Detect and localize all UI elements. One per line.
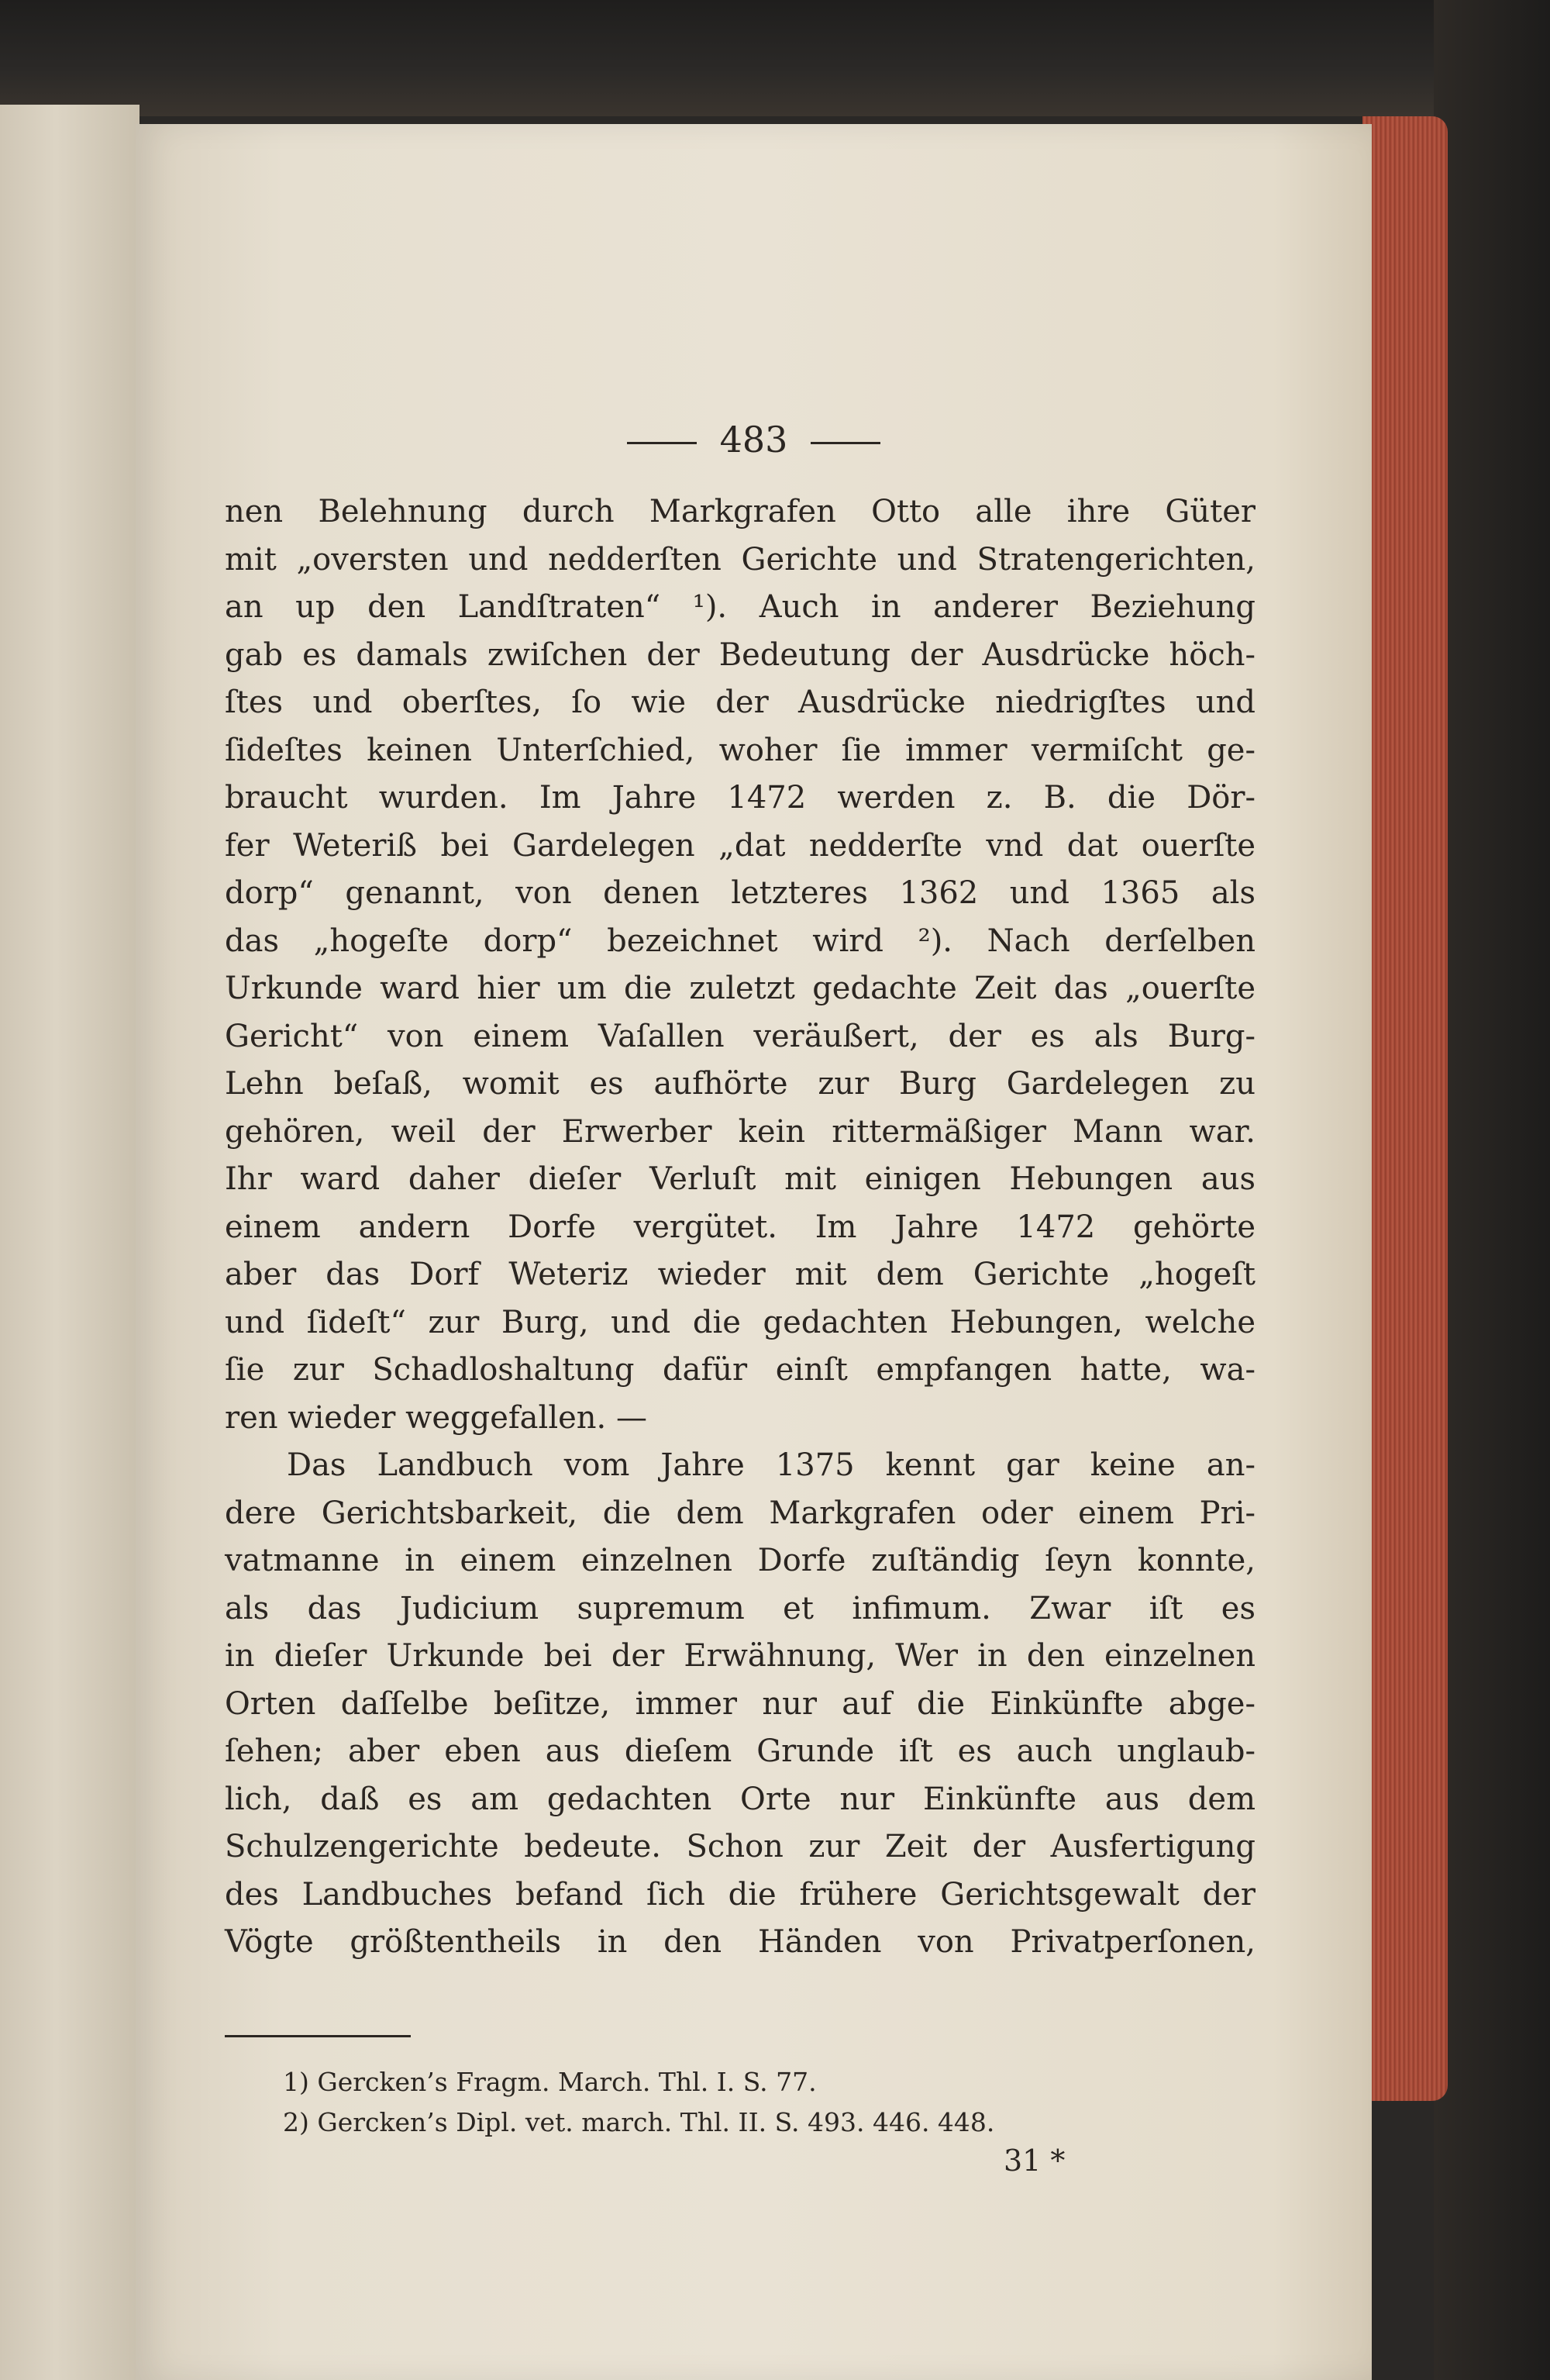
- signature-mark: 31 *: [1004, 2144, 1066, 2178]
- text-line: ren wieder weggefallen. —: [225, 1399, 647, 1436]
- text-line: und ſideſt“ zur Burg, und die gedachten Hebungen, welche: [225, 1304, 1256, 1340]
- text-line: als das Judicium supremum et infimum. Zwar iſt es: [225, 1590, 1256, 1626]
- book-cover-right: [1434, 0, 1550, 2380]
- footnote-rule: [225, 2035, 411, 2037]
- text-line: gehören, weil der Erwerber kein rittermäßiger Mann war.: [225, 1113, 1256, 1150]
- header-dash-right: [811, 442, 880, 444]
- text-line: das „hogeſte dorp“ bezeichnet wird ²). Nach derſelben: [225, 923, 1256, 959]
- text-line: nen Belehnung durch Markgrafen Otto alle ihre Güter: [225, 494, 1256, 529]
- text-line: Orten daſſelbe beſitze, immer nur auf die Einkünfte abge-: [225, 1685, 1256, 1722]
- text-line: in dieſer Urkunde bei der Erwähnung, Wer in den einzelnen: [225, 1638, 1256, 1674]
- text-line: Gericht“ von einem Vaſallen veräußert, der es als Burg-: [225, 1018, 1256, 1054]
- text-line: ſtes und oberſtes, ſo wie der Ausdrücke niedrigſtes und: [225, 685, 1256, 720]
- text-line: Schulzengerichte bedeute. Schon zur Zeit der Ausfertigung: [225, 1829, 1256, 1864]
- page-header: [136, 419, 1372, 460]
- text-line: fer Weteriß bei Gardelegen „dat nedderſte vnd dat ouerſte: [225, 827, 1256, 864]
- footnote: 2) Gercken’s Dipl. vet. march. Thl. II. S. 493. 446. 448.: [283, 2107, 995, 2137]
- text-line: dere Gerichtsbarkeit, die dem Markgrafen oder einem Pri-: [225, 1495, 1256, 1531]
- body-text: [225, 488, 1256, 1967]
- footnote: 1) Gercken’s Fragm. March. Thl. I. S. 77.: [283, 2067, 817, 2097]
- text-line: Lehn beſaß, womit es aufhörte zur Burg Gardelegen zu: [225, 1066, 1256, 1102]
- text-line: Ihr ward daher dieſer Verluſt mit einigen Hebungen aus: [225, 1161, 1256, 1197]
- book-page: [136, 124, 1372, 2380]
- text-line: vatmanne in einem einzelnen Dorfe zuſtändig ſeyn konnte,: [225, 1543, 1256, 1578]
- text-line: dorp“ genannt, von denen letzteres 1362 und 1365 als: [225, 875, 1256, 911]
- text-line: Das Landbuch vom Jahre 1375 kennt gar keine an-: [287, 1447, 1256, 1483]
- text-line: an up den Landſtraten“ ¹). Auch in anderer Beziehung: [225, 589, 1256, 625]
- header-dash-left: [627, 442, 697, 444]
- text-line: Urkunde ward hier um die zuletzt gedachte Zeit das „ouerſte: [225, 971, 1256, 1006]
- text-line: des Landbuches befand ſich die frühere Gerichtsgewalt der: [225, 1876, 1256, 1913]
- text-line: braucht wurden. Im Jahre 1472 werden z. B. die Dör-: [225, 780, 1256, 816]
- page-block-edge: [1362, 116, 1448, 2101]
- text-line: ſideſtes keinen Unterſchied, woher ſie immer vermiſcht ge-: [225, 732, 1256, 768]
- book-cover-top: [0, 0, 1550, 116]
- text-line: aber das Dorf Weteriz wieder mit dem Gerichte „hogeſt: [225, 1257, 1256, 1292]
- text-line: mit „oversten und nedderſten Gerichte und Stratengerichten,: [225, 541, 1256, 578]
- footnotes: [283, 2062, 1290, 2143]
- text-line: ſehen; aber eben aus dieſem Grunde iſt es auch unglaub-: [225, 1733, 1256, 1769]
- text-line: lich, daß es am gedachten Orte nur Einkünfte aus dem: [225, 1781, 1256, 1817]
- text-line: ſie zur Schadloshaltung dafür einſt empfangen hatte, wa-: [225, 1352, 1256, 1388]
- page-number: 483: [719, 419, 788, 460]
- text-line: gab es damals zwiſchen der Bedeutung der Ausdrücke höch-: [225, 636, 1256, 673]
- facing-page-edge: [0, 105, 140, 2380]
- text-line: Vögte größtentheils in den Händen von Privatperſonen,: [225, 1924, 1256, 1960]
- text-line: einem andern Dorfe vergütet. Im Jahre 1472 gehörte: [225, 1209, 1256, 1245]
